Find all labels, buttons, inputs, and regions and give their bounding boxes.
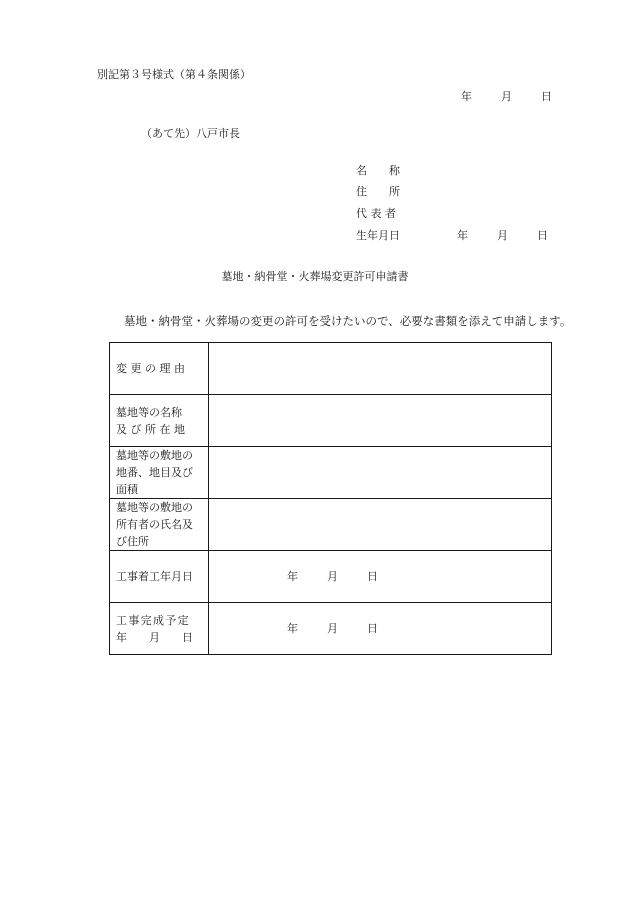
start-year: 年 [287,570,298,583]
table-row [110,395,552,447]
applicant-name-label: 名 称 [356,164,400,177]
label-line: 地番、地目及び [116,466,193,479]
label-line: 工事着工年月日 [116,570,193,583]
site-owner-label [110,499,209,551]
label-line: び住所 [116,535,149,548]
form-number: 別記第３号様式（第４条関係） [97,68,251,81]
construction-start-label [110,551,209,603]
site-owner-field[interactable] [209,499,552,551]
birth-day: 日 [537,229,548,242]
birth-year: 年 [457,229,468,242]
completion-month: 月 [327,622,338,635]
reason-label [110,343,209,395]
label-line: 年 月 日 [116,630,193,644]
construction-completion-field[interactable] [209,603,552,655]
label-line: 面積 [116,483,138,496]
label-line: 工事完成予定 [116,613,190,627]
date-day: 日 [541,90,552,103]
birthdate-label: 生年月日 [356,229,400,242]
date-month: 月 [501,90,512,103]
site-lot-label [110,447,209,499]
completion-year: 年 [287,622,298,635]
start-month: 月 [327,570,338,583]
table-row [110,447,552,499]
table-row [110,499,552,551]
label-line: 及 び 所 在 地 [116,422,185,436]
start-day: 日 [367,570,378,583]
cemetery-name-location-label [110,395,209,447]
date-year: 年 [461,90,472,103]
applicant-representative-label: 代 表 者 [356,207,396,220]
label-line: 墓地等の名称 [116,405,182,419]
construction-completion-label [110,603,209,655]
birth-month: 月 [497,229,508,242]
applicant-birthdate [356,227,548,243]
completion-day: 日 [367,622,378,635]
site-lot-field[interactable] [209,447,552,499]
label-line: 変 更 の 理 由 [116,362,185,375]
addressee: （あて先）八戸市長 [141,127,240,140]
table-row [110,603,552,655]
table-row [110,343,552,395]
document-title: 墓地・納骨堂・火葬場変更許可申請書 [221,270,409,283]
cemetery-name-location-field[interactable] [209,395,552,447]
application-date [461,88,552,104]
application-statement: 墓地・納骨堂・火葬場の変更の許可を受けたいので、必要な書類を添えて申請します。 [124,314,572,328]
table-row [110,551,552,603]
label-line: 所有者の氏名及 [116,518,193,531]
applicant-address-label: 住 所 [356,185,400,198]
label-line: 墓地等の敷地の [116,501,193,514]
label-line: 墓地等の敷地の [116,449,193,462]
construction-start-field[interactable] [209,551,552,603]
reason-field[interactable] [209,343,552,395]
application-form-table [109,342,552,655]
